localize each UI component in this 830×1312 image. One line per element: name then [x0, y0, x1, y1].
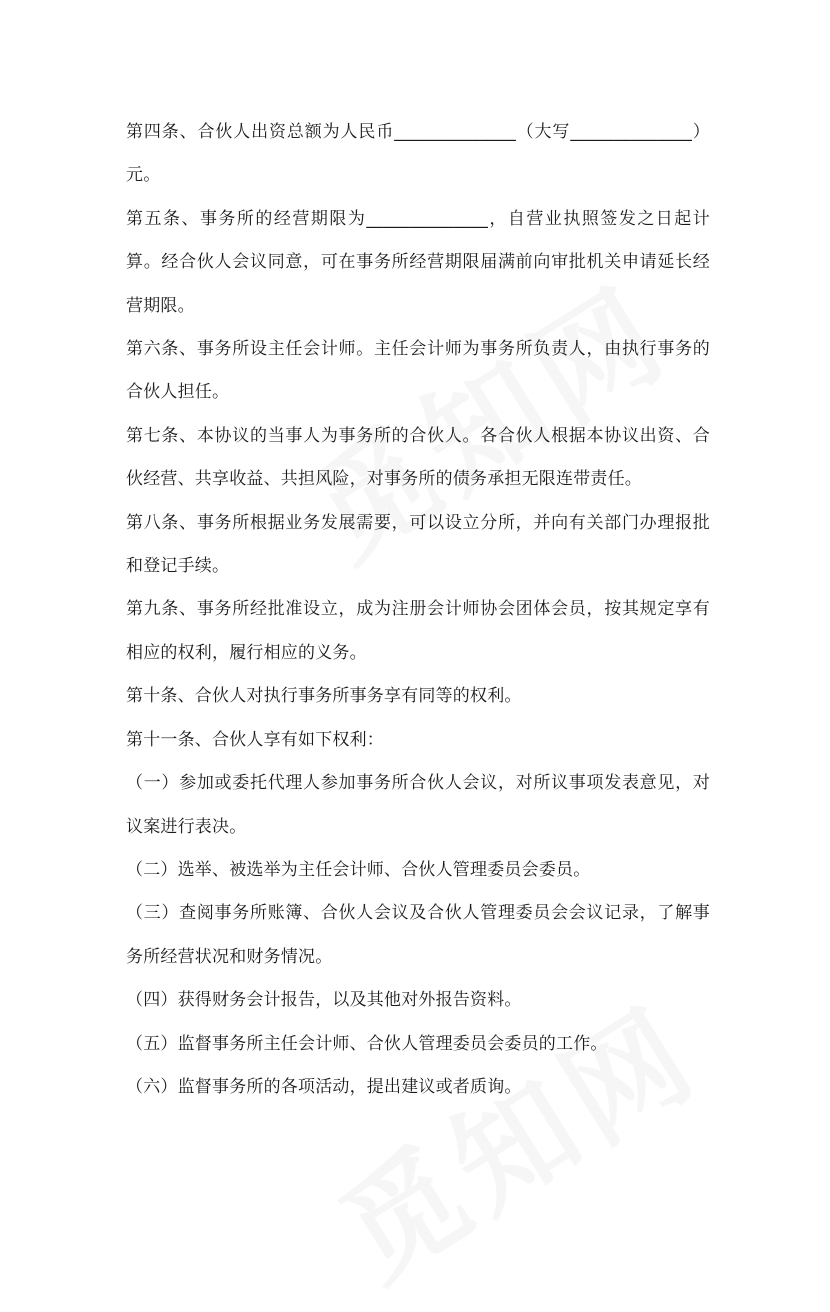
article-10: 第十条、合伙人对执行事务所事务享有同等的权利。 [126, 686, 522, 707]
article-7: 第七条、本协议的当事人为事务所的合伙人。各合伙人根据本协议出资、合伙经营、共享收益、共担风险，对事务所的债务承担无限连带责任。 [126, 425, 710, 490]
article-6: 第六条、事务所设主任会计师。主任会计师为事务所负责人，由执行事务的合伙人担任。 [126, 339, 710, 403]
article-8: 第八条、事务所根据业务发展需要，可以设立分所，并向有关部门办理报批和登记手续。 [126, 512, 710, 577]
article-9: 第九条、事务所经批准设立，成为注册会计师协会团体会员，按其规定享有相应的权利，履行相应的义务。 [126, 599, 710, 663]
right-item-5: （五）监督事务所主任会计师、合伙人管理委员会委员的工作。 [126, 1033, 608, 1054]
article-4: 第四条、合伙人出资总额为人民币______________（大写______________）元。 [126, 122, 710, 186]
right-item-6: （六）监督事务所的各项活动，提出建议或者质询。 [126, 1076, 522, 1097]
article-11: 第十一条、合伙人享有如下权利： [126, 729, 384, 750]
right-item-2: （二）选举、被选举为主任会计师、合伙人管理委员会委员。 [126, 859, 591, 880]
right-item-4: （四）获得财务会计报告，以及其他对外报告资料。 [126, 990, 522, 1011]
document-body [126, 111, 710, 1109]
right-item-3: （三）查阅事务所账簿、合伙人会议及合伙人管理委员会会议记录，了解事务所经营状况和财务情况。 [126, 903, 710, 967]
right-item-1: （一）参加或委托代理人参加事务所合伙人会议，对所议事项发表意见，对议案进行表决。 [126, 773, 710, 837]
article-5: 第五条、事务所的经营期限为______________，自营业执照签发之日起计算。经合伙人会议同意，可在事务所经营期限届满前向审批机关申请延长经营期限。 [126, 208, 710, 316]
